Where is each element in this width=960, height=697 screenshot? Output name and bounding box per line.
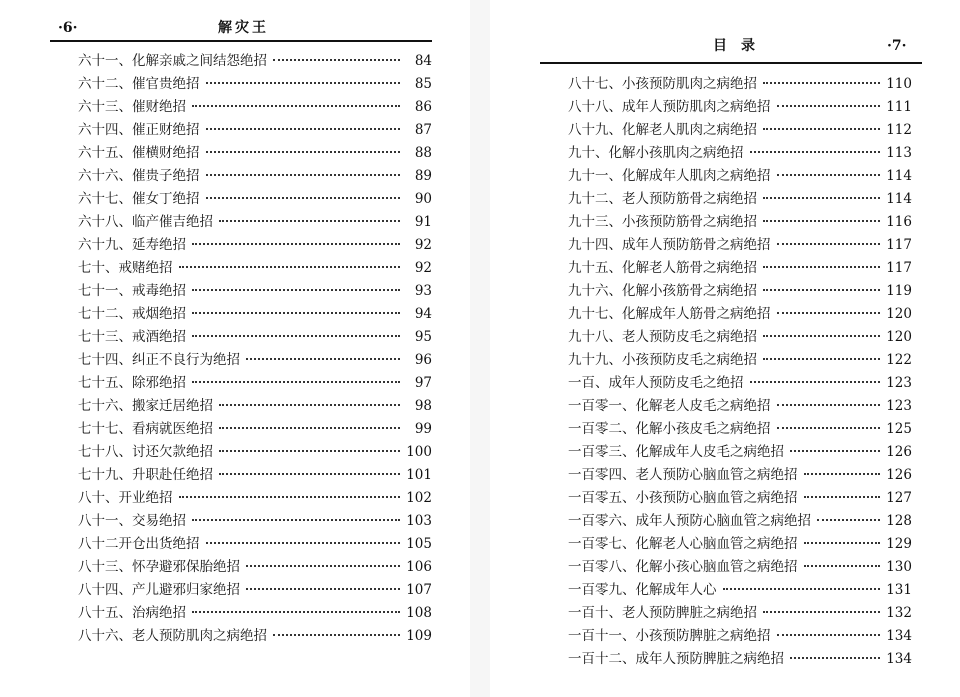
dot-leader: [790, 657, 880, 659]
toc-entry-page: 103: [406, 513, 432, 529]
toc-entry-page: 132: [886, 605, 912, 621]
toc-entry-page: 131: [886, 582, 912, 598]
toc-entry-title: 九十四、成年人预防筋骨之病绝招: [568, 237, 771, 253]
toc-entry: [78, 510, 432, 533]
toc-entry-title: 七十五、除邪绝招: [78, 375, 186, 391]
toc-entry-page: 106: [406, 559, 432, 575]
dot-leader: [777, 174, 881, 176]
toc-entry: [78, 165, 432, 188]
toc-entry-title: 八十二开仓出货绝招: [78, 536, 200, 552]
toc-entry: [568, 464, 912, 487]
toc-entry: [568, 280, 912, 303]
toc-entry: [568, 418, 912, 441]
dot-leader: [192, 519, 400, 521]
toc-entry: [78, 119, 432, 142]
toc-entry-page: 96: [414, 352, 432, 368]
dot-leader: [206, 174, 401, 176]
toc-entry: [568, 395, 912, 418]
toc-entry: [568, 326, 912, 349]
dot-leader: [804, 473, 881, 475]
toc-entry-title: 六十六、催贵子绝招: [78, 168, 200, 184]
toc-entry: [568, 602, 912, 625]
toc-entry-page: 97: [414, 375, 432, 391]
toc-entry: [568, 73, 912, 96]
running-title: 目录: [713, 38, 769, 54]
toc-entry: [568, 96, 912, 119]
toc-entry: [78, 418, 432, 441]
toc-entry: [78, 73, 432, 96]
toc-entry-title: 六十四、催正财绝招: [78, 122, 200, 138]
dot-leader: [246, 565, 400, 567]
toc-entry-title: 一百零七、化解老人心脑血管之病绝招: [568, 536, 798, 552]
toc-entry-page: 100: [406, 444, 432, 460]
dot-leader: [777, 243, 881, 245]
dot-leader: [246, 588, 400, 590]
toc-entry-page: 114: [886, 191, 912, 207]
toc-entry-title: 一百零九、化解成年人心: [568, 582, 717, 598]
toc-entry-page: 120: [886, 306, 912, 322]
toc-entry-page: 93: [414, 283, 432, 299]
dot-leader: [763, 220, 880, 222]
dot-leader: [790, 450, 880, 452]
dot-leader: [192, 335, 400, 337]
toc-entry-title: 九十一、化解成年人肌肉之病绝招: [568, 168, 771, 184]
toc-entry-page: 84: [414, 53, 432, 69]
toc-entry-page: 101: [406, 467, 432, 483]
toc-entry-page: 89: [414, 168, 432, 184]
toc-entry-page: 108: [406, 605, 432, 621]
toc-entry-title: 六十三、催财绝招: [78, 99, 186, 115]
toc-entry: [78, 96, 432, 119]
dot-leader: [179, 496, 401, 498]
toc-entry-page: 90: [414, 191, 432, 207]
toc-entry-page: 92: [414, 260, 432, 276]
toc-entry: [568, 372, 912, 395]
toc-entry-page: 85: [414, 76, 432, 92]
toc-entry-page: 134: [886, 651, 912, 667]
toc-entry-title: 七十六、搬家迁居绝招: [78, 398, 213, 414]
toc-entry-page: 86: [414, 99, 432, 115]
toc-entry-page: 130: [886, 559, 912, 575]
toc-entry-title: 八十八、成年人预防肌肉之病绝招: [568, 99, 771, 115]
dot-leader: [192, 312, 400, 314]
toc-entry-page: 129: [886, 536, 912, 552]
toc-entry: [568, 119, 912, 142]
toc-entry-title: 八十一、交易绝招: [78, 513, 186, 529]
toc-entry-page: 125: [886, 421, 912, 437]
dot-leader: [804, 565, 881, 567]
left-page: [0, 0, 470, 697]
toc-entry-page: 123: [886, 375, 912, 391]
toc-entry-page: 122: [886, 352, 912, 368]
dot-leader: [763, 358, 880, 360]
toc-entry-title: 七十九、升职赴任绝招: [78, 467, 213, 483]
toc-entry-title: 七十七、看病就医绝招: [78, 421, 213, 437]
toc-entry-title: 一百零四、老人预防心脑血管之病绝招: [568, 467, 798, 483]
toc-entry: [78, 326, 432, 349]
dot-leader: [763, 335, 880, 337]
toc-entry-title: 六十九、延寿绝招: [78, 237, 186, 253]
dot-leader: [777, 427, 881, 429]
toc-entry-title: 九十九、小孩预防皮毛之病绝招: [568, 352, 757, 368]
toc-entry-title: 六十八、临产催吉绝招: [78, 214, 213, 230]
toc-entry-page: 92: [414, 237, 432, 253]
toc-entry-page: 102: [406, 490, 432, 506]
toc-entry-page: 117: [886, 237, 912, 253]
toc-entry-page: 112: [886, 122, 912, 138]
dot-leader: [192, 611, 400, 613]
toc-entry-title: 九十二、老人预防筋骨之病绝招: [568, 191, 757, 207]
toc-entry-page: 87: [414, 122, 432, 138]
toc-entry-title: 九十七、化解成年人筋骨之病绝招: [568, 306, 771, 322]
toc-entry-title: 一百十一、小孩预防脾脏之病绝招: [568, 628, 771, 644]
toc-entry-page: 119: [886, 283, 912, 299]
toc-entry: [78, 234, 432, 257]
toc-entry-title: 一百零八、化解小孩心脑血管之病绝招: [568, 559, 798, 575]
toc-entry: [78, 257, 432, 280]
toc-entry: [78, 303, 432, 326]
toc-entry: [568, 625, 912, 648]
toc-entry-page: 109: [406, 628, 432, 644]
dot-leader: [192, 243, 400, 245]
header-rule: [540, 62, 922, 64]
toc-entry: [78, 142, 432, 165]
toc-entry: [78, 441, 432, 464]
dot-leader: [219, 450, 400, 452]
toc-entry: [568, 303, 912, 326]
toc-entry-title: 六十七、催女丁绝招: [78, 191, 200, 207]
dot-leader: [219, 404, 400, 406]
toc-entry-title: 八十、开业绝招: [78, 490, 173, 506]
dot-leader: [763, 128, 880, 130]
toc-entry-title: 七十八、讨还欠款绝招: [78, 444, 213, 460]
toc-entry: [568, 234, 912, 257]
toc-entry-title: 七十四、纠正不良行为绝招: [78, 352, 240, 368]
dot-leader: [206, 197, 401, 199]
dot-leader: [723, 588, 881, 590]
toc-entry-page: 94: [414, 306, 432, 322]
toc-entry: [78, 556, 432, 579]
dot-leader: [206, 151, 401, 153]
page-number: ·6·: [58, 20, 78, 36]
toc-entry-title: 九十八、老人预防皮毛之病绝招: [568, 329, 757, 345]
dot-leader: [192, 381, 400, 383]
toc-entry-page: 113: [886, 145, 912, 161]
toc-entry: [568, 349, 912, 372]
dot-leader: [763, 197, 880, 199]
toc-entry: [78, 50, 432, 73]
toc-entry-title: 六十五、催横财绝招: [78, 145, 200, 161]
toc-entry: [78, 395, 432, 418]
dot-leader: [219, 220, 400, 222]
toc-entry-page: 88: [414, 145, 432, 161]
toc-entry: [78, 533, 432, 556]
toc-entry-title: 八十五、治病绝招: [78, 605, 186, 621]
toc-entry: [568, 533, 912, 556]
toc-entry-page: 123: [886, 398, 912, 414]
toc-entry: [568, 441, 912, 464]
toc-entry-title: 九十三、小孩预防筋骨之病绝招: [568, 214, 757, 230]
dot-leader: [777, 634, 881, 636]
toc-list: [78, 50, 432, 648]
toc-entry-page: 134: [886, 628, 912, 644]
toc-entry-title: 一百零六、成年人预防心脑血管之病绝招: [568, 513, 811, 529]
dot-leader: [219, 473, 400, 475]
dot-leader: [206, 128, 401, 130]
toc-entry: [568, 648, 912, 671]
dot-leader: [246, 358, 400, 360]
toc-entry-page: 110: [886, 76, 912, 92]
dot-leader: [804, 542, 881, 544]
dot-leader: [179, 266, 401, 268]
dot-leader: [763, 611, 880, 613]
toc-entry-page: 99: [414, 421, 432, 437]
toc-entry: [78, 280, 432, 303]
toc-entry-page: 120: [886, 329, 912, 345]
toc-entry: [78, 188, 432, 211]
toc-entry-page: 116: [886, 214, 912, 230]
toc-entry: [568, 257, 912, 280]
toc-entry-title: 一百零五、小孩预防心脑血管之病绝招: [568, 490, 798, 506]
toc-entry-title: 八十四、产儿避邪归家绝招: [78, 582, 240, 598]
toc-entry-title: 七十一、戒毒绝招: [78, 283, 186, 299]
toc-entry-title: 一百、成年人预防皮毛之绝招: [568, 375, 744, 391]
toc-entry-title: 八十七、小孩预防肌肉之病绝招: [568, 76, 757, 92]
dot-leader: [777, 105, 881, 107]
toc-entry: [78, 464, 432, 487]
dot-leader: [192, 289, 400, 291]
toc-entry-title: 九十、化解小孩肌肉之病绝招: [568, 145, 744, 161]
dot-leader: [750, 381, 881, 383]
toc-entry-title: 一百零一、化解老人皮毛之病绝招: [568, 398, 771, 414]
toc-entry-title: 一百十二、成年人预防脾脏之病绝招: [568, 651, 784, 667]
toc-entry-page: 126: [886, 467, 912, 483]
dot-leader: [273, 634, 400, 636]
toc-entry: [568, 188, 912, 211]
dot-leader: [219, 427, 400, 429]
toc-entry-title: 一百十、老人预防脾脏之病绝招: [568, 605, 757, 621]
toc-entry: [568, 211, 912, 234]
dot-leader: [763, 266, 880, 268]
toc-entry: [78, 211, 432, 234]
toc-entry-title: 一百零三、化解成年人皮毛之病绝招: [568, 444, 784, 460]
toc-entry-title: 九十六、化解小孩筋骨之病绝招: [568, 283, 757, 299]
toc-entry-title: 六十一、化解亲戚之间结怨绝招: [78, 53, 267, 69]
toc-entry: [78, 625, 432, 648]
toc-entry-page: 128: [886, 513, 912, 529]
toc-entry-title: 一百零二、化解小孩皮毛之病绝招: [568, 421, 771, 437]
toc-entry-title: 七十三、戒酒绝招: [78, 329, 186, 345]
toc-entry: [78, 602, 432, 625]
dot-leader: [777, 404, 881, 406]
toc-entry: [78, 579, 432, 602]
toc-entry-page: 95: [414, 329, 432, 345]
toc-entry-page: 114: [886, 168, 912, 184]
dot-leader: [206, 82, 401, 84]
toc-entry: [568, 487, 912, 510]
toc-entry-title: 七十、戒赌绝招: [78, 260, 173, 276]
dot-leader: [817, 519, 880, 521]
toc-entry: [568, 142, 912, 165]
toc-entry-page: 107: [406, 582, 432, 598]
right-page: [490, 0, 960, 697]
toc-entry-page: 111: [886, 99, 912, 115]
toc-entry-title: 八十六、老人预防肌肉之病绝招: [78, 628, 267, 644]
toc-entry-title: 六十二、催官贵绝招: [78, 76, 200, 92]
dot-leader: [206, 542, 401, 544]
dot-leader: [192, 105, 400, 107]
toc-entry-title: 七十二、戒烟绝招: [78, 306, 186, 322]
toc-entry-page: 98: [414, 398, 432, 414]
toc-entry: [78, 349, 432, 372]
toc-entry-title: 九十五、化解老人筋骨之病绝招: [568, 260, 757, 276]
dot-leader: [273, 59, 400, 61]
toc-entry-page: 117: [886, 260, 912, 276]
toc-list: [568, 73, 912, 671]
toc-entry-title: 八十三、怀孕避邪保胎绝招: [78, 559, 240, 575]
page-number: ·7·: [887, 38, 907, 54]
toc-entry: [78, 372, 432, 395]
toc-entry: [568, 579, 912, 602]
toc-entry-page: 126: [886, 444, 912, 460]
header-rule: [50, 40, 432, 42]
toc-entry-page: 127: [886, 490, 912, 506]
toc-entry-title: 八十九、化解老人肌肉之病绝招: [568, 122, 757, 138]
dot-leader: [804, 496, 881, 498]
toc-entry: [568, 165, 912, 188]
toc-entry: [568, 556, 912, 579]
toc-entry-page: 105: [406, 536, 432, 552]
toc-entry: [568, 510, 912, 533]
dot-leader: [763, 82, 880, 84]
running-title: 解灾王: [218, 20, 269, 36]
toc-entry: [78, 487, 432, 510]
dot-leader: [777, 312, 881, 314]
dot-leader: [763, 289, 880, 291]
toc-entry-page: 91: [414, 214, 432, 230]
dot-leader: [750, 151, 881, 153]
book-gutter: [470, 0, 490, 697]
